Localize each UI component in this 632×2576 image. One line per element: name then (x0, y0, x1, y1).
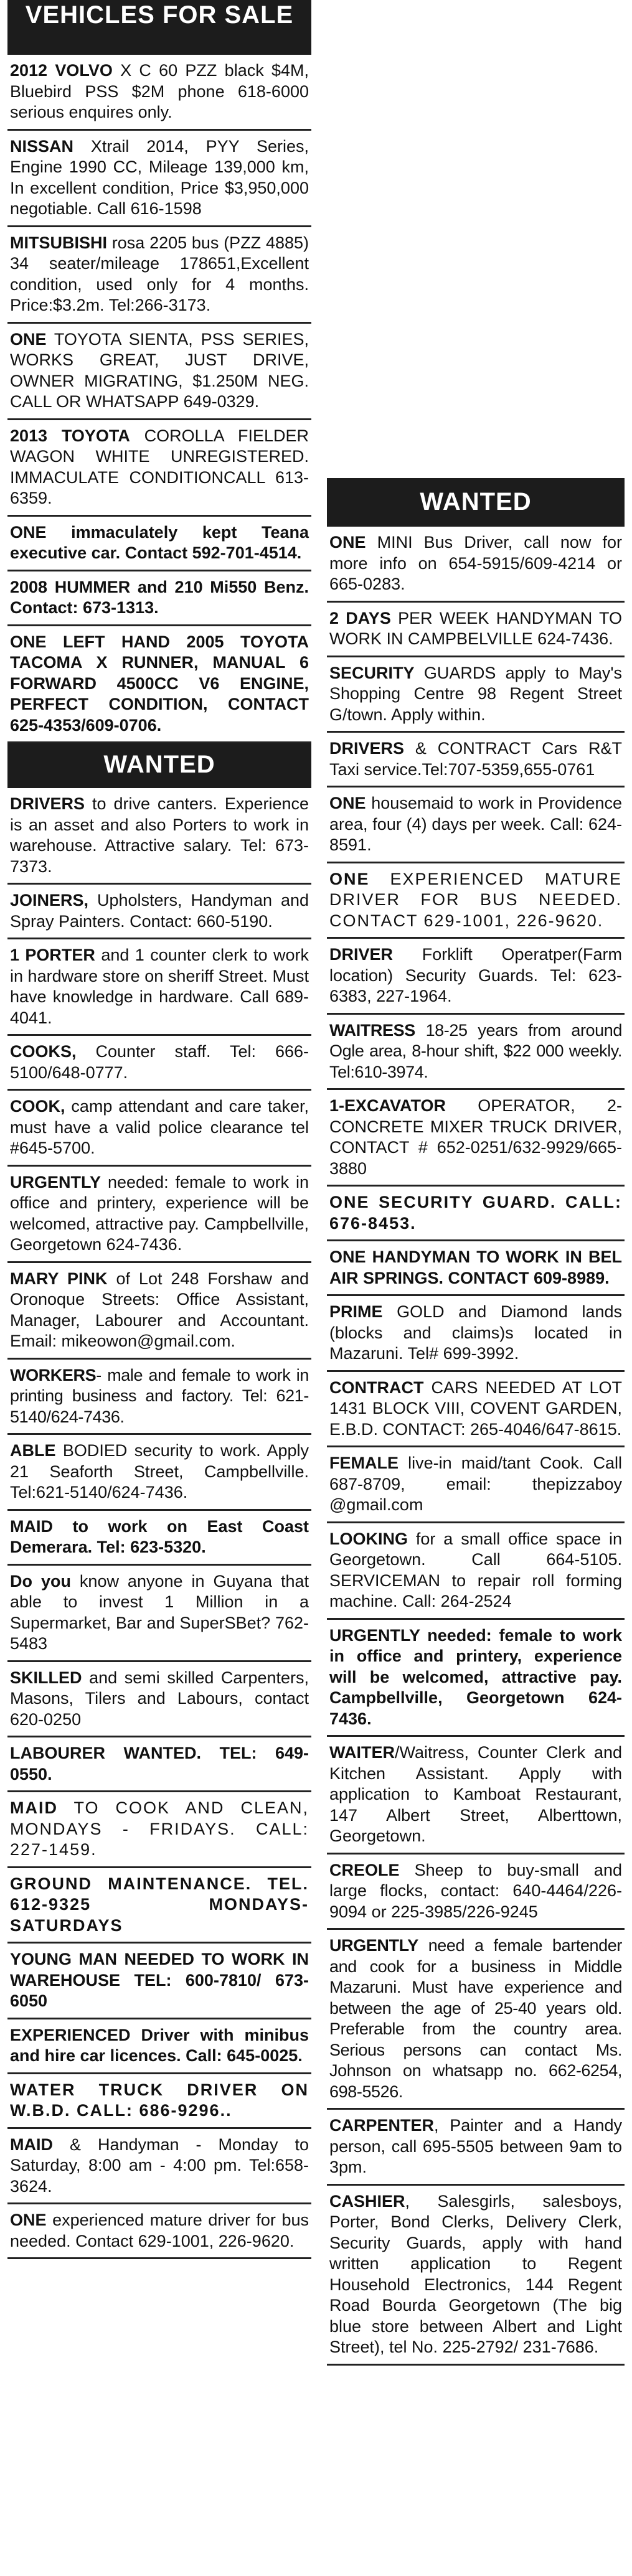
ad-lead: 1-EXCAVATOR (329, 1096, 446, 1115)
ad-body: housemaid to work in Providence area, four (4) days per week. Call: 624-8591. (329, 794, 622, 854)
ad-experienced-driver (7, 2019, 311, 2074)
ad-lead: ABLE (10, 1441, 56, 1460)
ad-body: Upholsters, Handyman and Spray Painters. Contact: 660-5190. (10, 891, 309, 931)
left-column (7, 0, 311, 2259)
ad-body: and 1 counter clerk to work in hardware store on sheriff Street. Must have knowledge in hardware. Call 689-4041. (10, 946, 309, 1027)
ad-body: COROLLA FIELDER WAGON WHITE UNREGISTERED. IMMACULATE CONDITIONCALL 613-6359. (10, 426, 309, 507)
ad-lead: NISSAN (10, 136, 74, 156)
ad-lead: ONE (10, 329, 47, 349)
ad-lead: DRIVERS (329, 739, 405, 758)
ad-lead: MITSUBISHI (10, 233, 108, 252)
ad-body: Sheep to buy-small and large flocks, contact: 640-4464/226-9094 or 225-3985/226-9245 (329, 1860, 622, 1921)
ad-body: live-in maid/tant Cook. Call 687-8709, email: thepizzaboy @gmail.com (329, 1454, 622, 1514)
ad-body: know anyone in Guyana that able to invest 1 Million in a Supermarket, Bar and SuperSBet? 762-5483 (10, 1571, 309, 1653)
ad-lead: WATER TRUCK DRIVER ON W.B.D. CALL: 686-9296.. (10, 2080, 309, 2120)
ad-body: for a small office space in Georgetown. Call 664-5105. SERVICEMAN to repair roll forming machine. Call: 264-2524 (329, 1529, 622, 1610)
ad-skilled (7, 1662, 311, 1738)
ad-security-guards (327, 657, 625, 733)
ad-lead: PRIME (329, 1302, 383, 1321)
ad-body: PER WEEK HANDYMAN TO WORK IN CAMPBELVILLE 624-7436. (329, 608, 623, 648)
ad-body: GOLD and Diamond lands (blocks and claims)s located in Mazaruni. Tel# 699-3992. (329, 1302, 622, 1363)
ad-excavator (327, 1090, 625, 1187)
ad-lead: COOK, (10, 1097, 65, 1116)
ad-porter (7, 939, 311, 1036)
ad-body: and semi skilled Carpenters, Masons, Tilers and Labours, contact 620-0250 (10, 1668, 309, 1729)
ad-body: GUARDS apply to May's Shopping Centre 98 Regent Street G/town. Apply within. (329, 663, 622, 724)
ad-lead: WAITRESS (329, 1020, 415, 1040)
ad-body: rosa 2205 bus (PZZ 4885) 34 seater/mileage 178651,Excellent condition, used only for 4 months. Price:$3.2m. Tel:266-3173. (10, 233, 309, 314)
ad-lead: GROUND MAINTENANCE. TEL. 612-9325 MONDAYS-SATURDAYS (10, 1874, 309, 1935)
ad-able-bodied (7, 1435, 311, 1511)
ad-hummer (7, 571, 311, 626)
ad-creole-sheep (327, 1854, 625, 1930)
ad-do-you-know (7, 1566, 311, 1662)
ad-body: of Lot 248 Forshaw and Oronoque Streets: Office Assistant, Manager, Labourer and Accountant. Email: mikeowon@gmail.com. (10, 1269, 309, 1350)
ad-workers (7, 1360, 311, 1436)
ad-female-maid (327, 1447, 625, 1523)
ad-lead: WORKERS (10, 1365, 97, 1384)
ad-lead: 2013 TOYOTA (10, 426, 130, 445)
ad-toyota-sienta (7, 324, 311, 420)
ad-lead: SKILLED (10, 1668, 82, 1687)
ad-young-man (7, 1944, 311, 2019)
ad-water-truck (7, 2074, 311, 2129)
ad-urgently-female (7, 1167, 311, 1263)
ad-prime-gold (327, 1296, 625, 1372)
ad-lead: MARY PINK (10, 1269, 108, 1288)
ad-body: camp attendant and care taker, must have a valid police clearance tel #645-5700. (10, 1097, 309, 1157)
ad-body: X C 60 PZZ black $4M, Bluebird PSS $2M phone 618-6000 serious enquires only. (10, 61, 309, 121)
ad-body: Counter staff. Tel: 666-5100/648-0777. (10, 1042, 309, 1082)
ad-lead: URGENTLY (10, 1172, 101, 1192)
ad-driver-forklift (327, 939, 625, 1015)
ad-body: TOYOTA SIENTA, PSS SERIES, WORKS GREAT, JUST DRIVE, OWNER MIGRATING, $1.250M NEG. CALL OR WHATSAPP 649-0329. (10, 329, 309, 411)
ad-lead: MAID (10, 1798, 58, 1817)
ad-body: /Waitress, Counter Clerk and Kitchen Assistant. Apply with application to Kamboat Restaurant, 147 Albert Street, Alberttown, Georgetown. (329, 1743, 622, 1845)
ad-body: 18-25 years from around Ogle area, 8-hour shift, $22 000 weekly. Tel:610-3974. (329, 1020, 622, 1081)
ad-mary-pink (7, 1263, 311, 1360)
ad-one-handyman (327, 1241, 625, 1296)
ad-lead: SECURITY (329, 663, 415, 682)
ad-body: CARS NEEDED AT LOT 1431 BLOCK VIII, COVENT GARDEN, E.B.D. CONTACT: 265-4046/647-8615. (329, 1378, 622, 1439)
ad-one-security-guard (327, 1187, 625, 1241)
ad-body: Xtrail 2014, PYY Series, Engine 1990 CC, Mileage 139,000 km, In excellent condition, Price $3,950,000 negotiable. Call 616-1598 (10, 136, 309, 218)
ad-toyota-corolla (7, 420, 311, 517)
ad-lead: URGENTLY (329, 1936, 418, 1955)
ad-body: MINI Bus Driver, call now for more info on 654-5915/609-4214 or 665-0283. (329, 533, 622, 593)
ad-2-days-handyman (327, 603, 625, 657)
ad-body: TO COOK AND CLEAN, MONDAYS - FRIDAYS. CALL: 227-1459. (10, 1798, 309, 1859)
ad-lead: MAID to work on East Coast Demerara. Tel: 623-5320. (10, 1516, 309, 1556)
ad-lead: ONE LEFT HAND 2005 TOYOTA TACOMA X RUNNER, MANUAL 6 FORWARD 4500CC V6 ENGINE, PERFECT CONDITION, CONTACT 625-4353/609-0706. (10, 632, 309, 735)
ad-lead: Do you (10, 1571, 71, 1591)
ad-housemaid (327, 787, 625, 863)
ad-cooks (7, 1036, 311, 1091)
ad-urgently-bartender (327, 1930, 625, 2110)
ad-nissan (7, 131, 311, 227)
ad-lead: DRIVERS (10, 794, 85, 813)
ad-lead: CONTRACT (329, 1378, 424, 1397)
ad-waiter (327, 1737, 625, 1854)
ad-body: EXPERIENCED MATURE DRIVER FOR BUS NEEDED. CONTACT 629-1001, 226-9620. (329, 869, 622, 930)
ad-lead: CASHIER (329, 2191, 405, 2211)
ad-body: OPERATOR, 2- CONCRETE MIXER TRUCK DRIVER, CONTACT # 652-0251/632-9929/665-3880 (329, 1096, 622, 1178)
ad-lead: ONE (10, 2211, 47, 2229)
ad-lead: ONE SECURITY GUARD. CALL: 676-8453. (329, 1193, 622, 1233)
ad-body: & CONTRACT Cars R&T Taxi service.Tel:707-5359,655-0761 (329, 739, 622, 779)
ad-body: BODIED security to work. Apply 21 Seaforth Street, Campbellville. Tel:621-5140/624-7436. (10, 1441, 309, 1502)
ad-lead: YOUNG MAN NEEDED TO WORK IN WAREHOUSE TEL: 600-7810/ 673-6050 (10, 1950, 309, 2010)
right-column (327, 0, 625, 2366)
ad-lead: MAID (10, 2135, 53, 2154)
ad-lead: 1 PORTER (10, 946, 95, 964)
ad-mini-bus-driver (327, 527, 625, 603)
wanted-header-right: WANTED (327, 478, 625, 527)
ad-body: experienced mature driver for bus needed. Contact 629-1001, 226-9620. (10, 2211, 309, 2250)
ad-lead: EXPERIENCED Driver with minibus and hire car licences. Call: 645-0025. (10, 2025, 309, 2065)
ad-lead: COOKS, (10, 1042, 77, 1061)
ad-lead: WAITER (329, 1743, 395, 1762)
ad-body: , Salesgirls, salesboys, Porter, Bond Clerks, Delivery Clerk, Security Guards, apply with hand written application to Regent Household Electronics, 144 Regent Road Bourda Georgetown (The big blue store between Albert and Light Street), tel No. 225-2792/ 231-7686. (329, 2191, 622, 2356)
ad-cashier (327, 2186, 625, 2366)
ad-lead: FEMALE (329, 1454, 399, 1472)
ad-teana (7, 517, 311, 571)
ad-waitress (327, 1015, 625, 1091)
ad-mitsubishi (7, 227, 311, 324)
ad-volvo (7, 55, 311, 131)
ad-lead: ONE (329, 533, 366, 552)
ad-lead: CARPENTER (329, 2116, 435, 2135)
ad-one-mature-driver (7, 2204, 311, 2259)
ad-experienced-mature-driver (327, 863, 625, 939)
ad-body: , Painter and a Handy person, call 695-5505 between 9am to 3pm. (329, 2116, 622, 2176)
ad-contract-cars (327, 1372, 625, 1448)
ad-maid-east-coast (7, 1511, 311, 1566)
ad-labourer (7, 1737, 311, 1792)
ad-looking-office (327, 1523, 625, 1620)
ad-body: Forklift Operatper(Farm location) Security Guards. Tel: 623-6383, 227-1964. (329, 945, 622, 1005)
ad-lead: DRIVER (329, 945, 394, 964)
ad-body: & Handyman - Monday to Saturday, 8:00 am - 4:00 pm. Tel:658-3624. (10, 2135, 309, 2196)
ad-drivers-contract (327, 733, 625, 787)
ad-body: - male and female to work in printing business and factory. Tel: 621-5140/624-7436. (10, 1365, 309, 1426)
ad-lead: 2012 VOLVO (10, 61, 113, 80)
ad-maid-handyman (7, 2129, 311, 2205)
ad-joiners (7, 885, 311, 939)
ad-cook-camp (7, 1091, 311, 1167)
ad-lead: 2 DAYS (329, 608, 391, 628)
ad-lead: ONE (10, 522, 47, 542)
ad-urgently-female-right (327, 1620, 625, 1737)
vehicles-for-sale-header: VEHICLES FOR SALE (7, 0, 311, 55)
ad-body: need a female bartender and cook for a business in Middle Mazaruni. Must have experience and between the age of 25-40 years old. Preferable from the country area. Serious persons can contact Ms. Johnson on whatsapp no. 662-6254, 698-5526. (329, 1936, 622, 2101)
ad-lead: LOOKING (329, 1529, 408, 1548)
ad-lead: ONE (329, 794, 366, 812)
ad-tacoma (7, 626, 311, 744)
ad-lead: LABOURER WANTED. TEL: 649-0550. (10, 1744, 309, 1784)
ad-body: needed: female to work in office and printery, experience will be welcomed, attractive pay. Campbellville, Georgetown 624-7436. (10, 1172, 309, 1254)
ad-lead: CREOLE (329, 1860, 400, 1879)
ad-body: to drive canters. Experience is an asset and also Porters to work in warehouse. Attractive salary. Tel: 673-7373. (10, 794, 309, 876)
wanted-header-left: WANTED (7, 743, 311, 788)
ad-carpenter (327, 2110, 625, 2186)
ad-lead: ONE HANDYMAN TO WORK IN BEL AIR SPRINGS. CONTACT 609-8989. (329, 1248, 622, 1287)
ad-maid-cook-clean (7, 1792, 311, 1868)
ad-lead: JOINERS, (10, 891, 89, 910)
ad-lead: URGENTLY needed: female to work in office and printery, experience will be welcomed, attractive pay. Campbellville, Georgetown 624-7436. (329, 1625, 622, 1728)
ad-lead: ONE (329, 869, 370, 888)
ad-drivers-canters (7, 788, 311, 885)
ad-lead: 2008 HUMMER and 210 Mi550 Benz. Contact: 673-1313. (10, 577, 309, 617)
ad-body: immaculately kept Teana executive car. Contact 592-701-4514. (10, 522, 309, 562)
ad-ground-maintenance (7, 1868, 311, 1944)
